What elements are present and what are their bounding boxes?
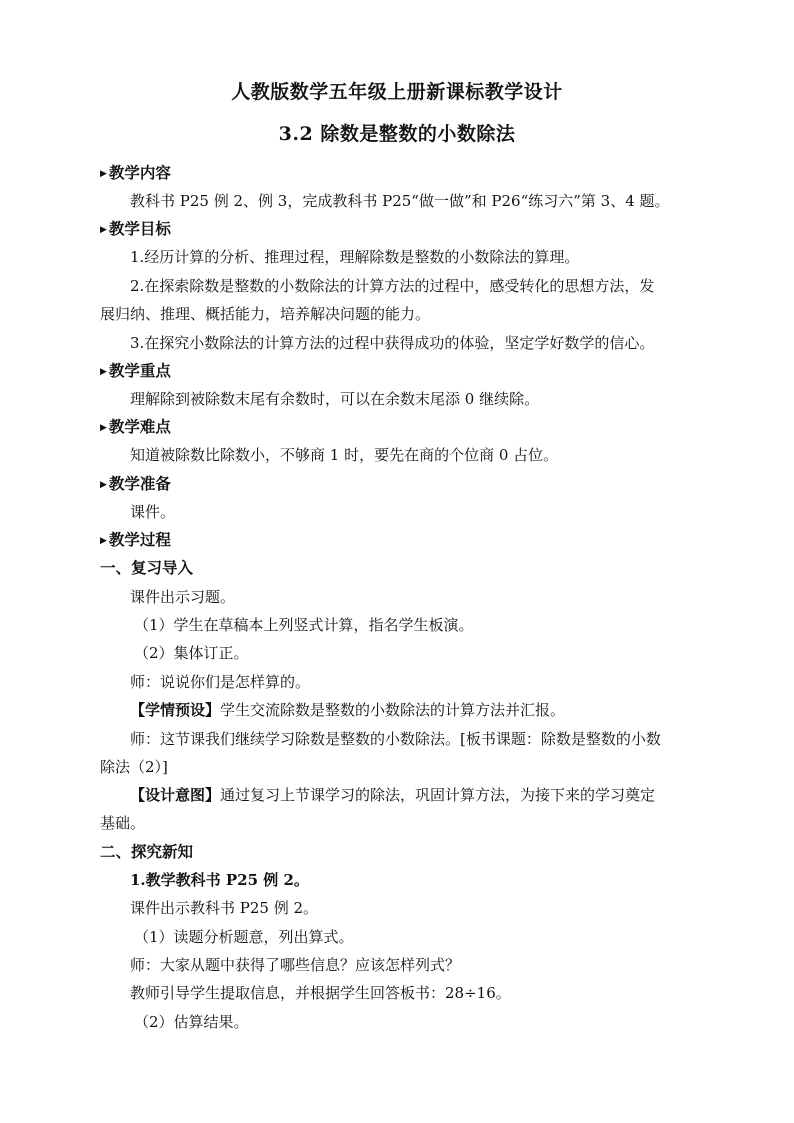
lesson-title: 3.2 除数是整数的小数除法 — [278, 123, 516, 145]
section-heading-key-points: ▶ 教学重点 — [100, 360, 696, 383]
goal-item-1: 1.经历计算的分析、推理过程，理解除数是整数的小数除法的算理。 — [130, 248, 580, 266]
key-point-text: 理解除到被除数末尾有余数时，可以在余数末尾添 0 继续除。 — [130, 390, 540, 408]
preparation-text: 课件。 — [130, 503, 176, 521]
review-line-cont: 除法（2）] — [100, 758, 168, 776]
part-heading-explore: 二、探究新知 — [100, 842, 194, 861]
student-preset-tag: 【学情预设】 — [130, 701, 221, 719]
explore-line: 师：大家从题中获得了哪些信息？应该怎样列式？ — [130, 956, 461, 974]
triangle-marker-icon: ▶ — [100, 367, 107, 377]
design-intent-cont: 基础。 — [100, 814, 146, 832]
review-line: （2）集体订正。 — [134, 644, 249, 662]
review-line: （1）学生在草稿本上列竖式计算，指名学生板演。 — [134, 616, 474, 634]
triangle-marker-icon: ▶ — [100, 536, 107, 546]
document-title: 人教版数学五年级上册新课标教学设计 — [231, 81, 563, 103]
design-intent-line: 【设计意图】通过复习上节课学习的除法，巩固计算方法，为接下来的学习奠定 — [130, 786, 656, 804]
triangle-marker-icon: ▶ — [100, 169, 107, 179]
review-line: 师：说说你们是怎样算的。 — [130, 673, 311, 691]
explore-line: （2）估算结果。 — [134, 1013, 249, 1031]
section-heading-goals: ▶ 教学目标 — [100, 218, 696, 241]
section-heading-preparation: ▶ 教学准备 — [100, 473, 696, 496]
explore-line: 教师引导学生提取信息，并根据学生回答板书：28÷16。 — [130, 984, 511, 1002]
design-intent-tag: 【设计意图】 — [130, 786, 221, 804]
section-heading-difficulties: ▶ 教学难点 — [100, 416, 696, 439]
difficulty-text: 知道被除数比除数小，不够商 1 时，要先在商的个位商 0 占位。 — [130, 446, 559, 464]
goal-item-2-cont: 展归纳、推理、概括能力，培养解决问题的能力。 — [100, 305, 431, 323]
goal-item-3: 3.在探究小数除法的计算方法的过程中获得成功的体验，坚定学好数学的信心。 — [130, 334, 655, 352]
explore-line: （1）读题分析题意，列出算式。 — [134, 928, 354, 946]
student-preset-line: 【学情预设】学生交流除数是整数的小数除法的计算方法并汇报。 — [130, 701, 566, 719]
triangle-marker-icon: ▶ — [100, 423, 107, 433]
triangle-marker-icon: ▶ — [100, 480, 107, 490]
section-heading-content: ▶ 教学内容 — [100, 162, 696, 185]
triangle-marker-icon: ▶ — [100, 225, 107, 235]
content-text: 教科书 P25 例 2、例 3，完成教科书 P25“做一做”和 P26“练习六”第 3、4 题。 — [130, 192, 670, 210]
explore-line: 课件出示教科书 P25 例 2。 — [130, 899, 319, 917]
review-line: 课件出示习题。 — [130, 588, 236, 606]
goal-item-2: 2.在探索除数是整数的小数除法的计算方法的过程中，感受转化的思想方法，发 — [130, 277, 655, 295]
part-heading-review: 一、复习导入 — [100, 558, 194, 577]
example-heading: 1.教学教科书 P25 例 2。 — [130, 871, 309, 889]
review-line: 师：这节课我们继续学习除数是整数的小数除法。[板书课题：除数是整数的小数 — [130, 730, 661, 748]
section-heading-process: ▶ 教学过程 — [100, 529, 696, 552]
